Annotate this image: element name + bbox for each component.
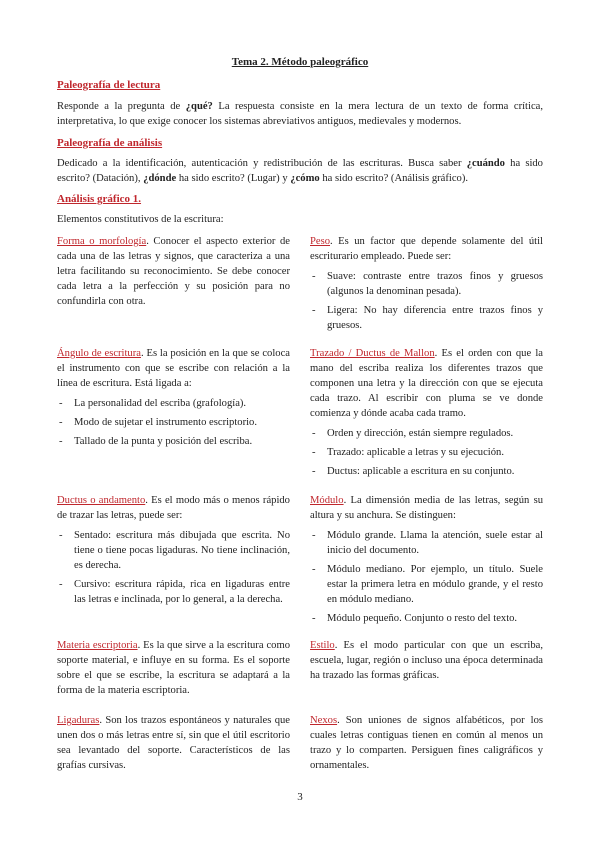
- term-estilo: Estilo: [310, 640, 335, 651]
- text: . Es el modo particular con que un escriba, escuela, lugar, región o incluso una época determinada ha trazado las formas gráficas.: [310, 640, 543, 682]
- text: . Es el modo más o menos rápido de trazar las letras, puede ser:: [57, 495, 290, 522]
- list-modulo: [310, 528, 543, 626]
- list-item: - Módulo mediano. Por ejemplo, un título. Suele estar la primera letra en módulo grande, y el resto en módulo mediano.: [310, 562, 543, 607]
- text: ha sido escrito? (Datación),: [57, 158, 543, 185]
- section-heading-analisis: Paleografía de análisis: [57, 137, 163, 149]
- question-como: ¿cómo: [290, 173, 320, 185]
- list-item: - Ligera: No hay diferencia entre trazos finos y gruesos.: [310, 303, 543, 333]
- term-nexos: Nexos: [310, 715, 338, 726]
- list-peso: [310, 269, 543, 333]
- text: . Es la que sirve a la escritura como soporte material, e influye en su forma. Es el soporte sobre el que se escribe, la escritura se adaptará a la forma de la materia escriptoria.: [57, 640, 290, 697]
- list-item: - Tallado de la punta y posición del escriba.: [57, 434, 290, 449]
- term-ductus: Ductus o andamento: [57, 495, 146, 506]
- question-donde: ¿dónde: [143, 173, 177, 185]
- text: . Es un factor que depende solamente del útil escriturario empleado. Puede ser:: [310, 236, 543, 263]
- list-item: - Módulo grande. Llama la atención, suele estar al inicio del documento.: [310, 528, 543, 558]
- item-ligaduras: [57, 713, 290, 773]
- item-forma: [57, 234, 290, 309]
- section-heading-lectura: Paleografía de lectura: [57, 79, 161, 91]
- text: ha sido escrito? (Lugar) y: [176, 173, 291, 185]
- item-modulo: [310, 493, 543, 630]
- item-peso: [310, 234, 543, 337]
- text: La respuesta consiste en la mera lectura de un texto de forma crítica, interpretativa, lo que exige conocer los sistemas abreviativos antiguos, medievales y modernos.: [57, 101, 544, 128]
- list-item: - Modo de sujetar el instrumento escriptorio.: [57, 415, 290, 430]
- list-angulo: [57, 396, 290, 449]
- text: Dedicado a la identificación, autenticación y redistribución de las escrituras. Busca saber: [57, 158, 467, 169]
- text: . La dimensión media de las letras, según su altura y su anchura. Se distinguen:: [310, 495, 543, 522]
- term-modulo: Módulo: [310, 495, 344, 506]
- list-ductus: [57, 528, 290, 607]
- item-angulo: [57, 346, 290, 453]
- term-trazado: Trazado / Ductus de Mallon: [310, 348, 435, 359]
- list-item: - La personalidad del escriba (grafología).: [57, 396, 290, 411]
- page-number: 3: [297, 791, 303, 803]
- text: . Conocer el aspecto exterior de cada una de las letras y signos, que caracteriza a una letra facilitando su reconocimiento. Se debe conocer cada letra a la perfección y su posición para no confundirla con otra.: [57, 236, 290, 308]
- section-heading-grafico: Análisis gráfico 1.: [57, 193, 142, 205]
- list-item: - Ductus: aplicable a escritura en su conjunto.: [310, 464, 543, 479]
- list-item: - Suave: contraste entre trazos finos y gruesos (algunos la denominan pesada).: [310, 269, 543, 299]
- list-item: - Módulo pequeño. Conjunto o resto del texto.: [310, 611, 543, 626]
- list-trazado: [310, 426, 543, 479]
- list-item: - Orden y dirección, están siempre regulados.: [310, 426, 543, 441]
- item-materia: [57, 638, 290, 698]
- item-ductus: [57, 493, 290, 611]
- item-estilo: [310, 638, 543, 683]
- term-angulo: Ángulo de escritura: [57, 348, 141, 359]
- text: . Es la posición en la que se coloca el instrumento con que se escribe con relación a la línea de escritura. Está ligada a:: [57, 348, 291, 390]
- list-item: - Trazado: aplicable a letras y su ejecución.: [310, 445, 543, 460]
- term-materia: Materia escriptoria: [57, 640, 138, 651]
- term-forma: Forma o morfología: [57, 236, 147, 247]
- list-item: - Cursivo: escritura rápida, rica en ligaduras entre las letras e inclinada, por lo general, a la derecha.: [57, 577, 290, 607]
- list-item: - Sentado: escritura más dibujada que escrita. No tiene o tiene pocas ligaduras. No tiene inclinación, es derecha.: [57, 528, 290, 573]
- text: . Son uniones de signos alfabéticos, por los cuales letras contiguas tienen en común al menos un trazo y lo comparten. Persiguen fines caligráficos y ornamentales.: [310, 715, 543, 772]
- question-que: ¿qué?: [185, 101, 213, 112]
- text: . Son los trazos espontáneos y naturales que unen dos o más letras entre sí, sin que el útil escritorio sea levantado del soporte. Característicos de las grafías cursivas.: [57, 715, 290, 772]
- term-ligaduras: Ligaduras: [57, 715, 100, 726]
- text: ha sido escrito? (Análisis gráfico).: [319, 173, 469, 185]
- term-peso: Peso: [310, 236, 331, 247]
- paragraph-analisis: [57, 156, 543, 186]
- paragraph-grafico-intro: Elementos constitutivos de la escritura:: [57, 214, 224, 225]
- item-trazado: [310, 346, 543, 483]
- page-title: Tema 2. Método paleográfico: [231, 56, 369, 68]
- text: . Es el orden con que la mano del escriba realiza los diferentes trazos que componen una letra y la dirección con que se ejecuta cada trazo. Al escribir con pluma se ve donde comienza y dónde acaba cada tramo.: [310, 348, 544, 420]
- paragraph-lectura: [57, 99, 543, 129]
- question-cuando: ¿cuándo: [466, 158, 505, 169]
- item-nexos: [310, 713, 543, 773]
- text: Responde a la pregunta de: [57, 101, 186, 112]
